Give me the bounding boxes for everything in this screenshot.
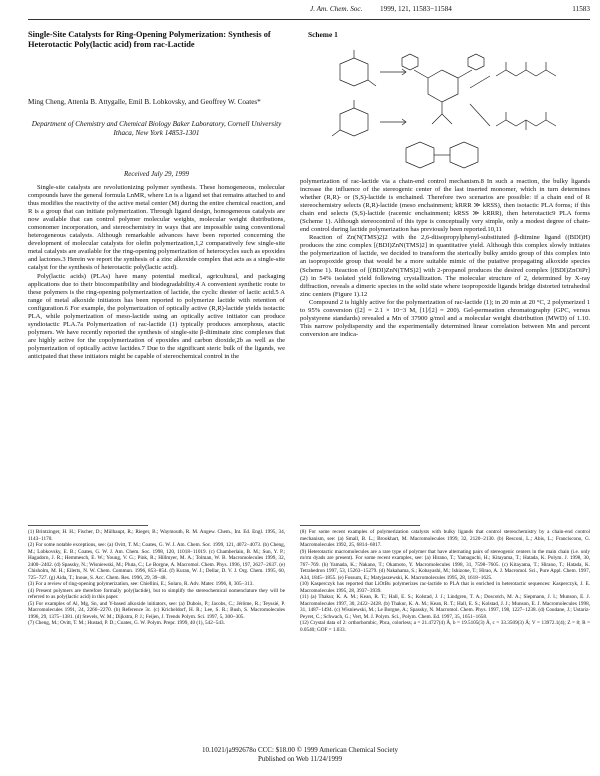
footnote: (9) Heterotactic macromolecules are a rare type of polymer that have alternating pairs of stereogenic centers in the main chain (i.e. only m/rm dyads are present). For some recent examples, see: (a) Hirano, T.; Yamaguchi, H.; Kitayama, T.; Hatada, K. Polym. J. 1998, 30, 767−769. (b) Yamada, K.; Nakano, T.; Okamoto, Y. Macromolecules 1998, 31, 7598−7605. (c) Kitayama, T.; Hirano, T.; Hatada, K. Tetrahedron 1997, 53, 15263−15279. (d) Nakahama, S.; Kobayashi, M.; Ishizone, T.; Hirao, A. J. Macromol. Sci., Pure Appl. Chem. 1997, A34, 1845−1855. (e) Fossum, E.; Matyjaszewski, K. Macromolecules 1995, 28, 1618−1625.: [300, 548, 590, 581]
page-number: 11583: [572, 5, 590, 13]
footnote: (3) For a review of ring-opening polymerization, see: Chiellini, E.; Solaro, R. Adv. Mater. 1996, 8, 305−313.: [28, 581, 254, 587]
left-column-body: [28, 184, 285, 361]
left-footnotes: [28, 529, 285, 627]
article-title: Single-Site Catalysts for Ring-Opening Polymerization: Synthesis of Heterotactic Poly(lactic acid) from rac-Lactide: [28, 30, 271, 50]
footnote: (7) Cheng, M.; Ovitt, T. M.; Hustad, P. D.; Coates, G. W. Polym. Prepr. 1999, 40 (1), 542−543.: [28, 620, 225, 626]
footnote: (2) For some notable exceptions, see: (a) Ovitt, T. M.; Coates, G. W. J. Am. Chem. Soc. 1999, 121, 4072−4073. (b) Cheng, M.; Lobkovsky, E. B.; Coates, G. W. J. Am. Chem. Soc. 1998, 120, 11018−11019. (c) Chamberlain, B. M.; Sun, Y. P.; Hagadorn, J. R.; Hemmesch, E. W.; Young, V. G.; Pink, R.; Hillmyer, M. A.; Tolman, W. B. Macromolecules 1999, 32, 2400−2402. (d) Spassky, N.; Wisniewski, M.; Pluta, C.; Le Borgne, A. Macromol. Chem. Phys. 1996, 197, 2627−2637. (e) Chisholm, M. H.; Eilerts, N. W. Chem. Commun. 1996, 853−854. (f) Kuran, W. J.; Dellar, D. V. J. Org. Chem. 1995, 60, 725−727. (g) Aida, T.; Inoue, S. Acc. Chem. Res. 1996, 29, 39−48.: [28, 542, 285, 581]
footnote: (4) Present polymers are therefore formally poly(lactide), but to simplify the stereochemical nomenclature they will be referred to as poly(lactic acid) in this paper.: [28, 587, 285, 600]
aryl-ring-left: [402, 54, 418, 70]
footnote: (11) (a) Thakur, K. A. M.; Kean, R. T.; Hall, E. S.; Kolstad, J. J.; Lindgren, T. A.; Doscotch, M. A.; Siepmann, J. I.; Munson, E. J. Macromolecules 1997, 30, 2422−2428. (b) Thakur, K. A. M.; Kean, R. T.; Hall, E. S.; Kolstad, J. J.; Munson, E. J. Macromolecules 1998, 31, 1487−1494. (c) Wisniewski, M.; Le Borgne, A.; Spassky, N. Macromol. Chem. Phys. 1997, 198, 1227−1238. (d) Coudane, J.; Ustariz-Peyret, C.; Schwach, G.; Vert, M. J. Polym. Sci., Polym. Chem. Ed. 1997, 35, 1651−1658.: [300, 594, 590, 620]
header-rule: [28, 19, 590, 20]
polymerization-scheme-drawing: [332, 50, 556, 168]
published-date: Published on Web 11/24/1999: [257, 755, 343, 764]
footnote: (5) For examples of Al, Mg, Sn, and Y-based alkoxide initiators, see: (a) Dubois, P.; Jacobs, C.; Jérôme, R.; Teyssié, P. Macromolecules 1991, 24, 2266−2270. (b) Reference 3c. (c) Kricheldorf, H. R.; Lee, S. R.; Bush, S. Macromolecules 1996, 29, 1375−1381. (d) Stevels, W. M.; Dijkstra, P. J.; Feijen, J. Trends Polym. Sci. 1997, 5, 300−305.: [28, 600, 285, 620]
author-list: Ming Cheng, Attenla B. Attygalle, Emil B. Lobkovsky, and Geoffrey W. Coates*: [28, 98, 261, 106]
footnote-rule: [300, 525, 420, 526]
body-paragraph: Reaction of Zn(N(TMS)2)2 with the 2,6-diisopropylphenyl-substituted β-diimine ligand ((BDI)H) produces the zinc complex [(BDI)ZnN(TMS)2] in quantitative yield. Although this complex slowly initiates the polymerization of lactide, we decided to transform the sterically bulky amido group of this complex into an isopropoxide group that would be a more suitable mimic of the putative propagating alkoxide species (Scheme 1). Reaction of [(BDI)ZnN(TMS)2] with 2-propanol produces the desired complex [(BDI)ZnOiPr] (2) in 54% isolated yield following crystallization. The molecular structure of 2, determined by X-ray diffraction, reveals a dimeric species in the solid state where isopropoxide ligands bridge distorted tetrahedral zinc centers (Figure 1).12: [300, 234, 590, 298]
page-footer: [0, 746, 600, 764]
right-footnotes: [300, 529, 590, 633]
scheme-1-structures: [310, 44, 578, 176]
zinc-alkoxide-ring-2: [450, 142, 478, 168]
footnote: (1) Brintzinger, H. H.; Fischer, D.; Mülhaupt, R.; Rieger, B.; Waymouth, R. M. Angew. Chem., Int. Ed. Engl. 1995, 34, 1143−1170.: [28, 529, 285, 542]
journal-name: J. Am. Chem. Soc.: [310, 5, 363, 13]
footnote: (12) Crystal data of 2: orthorhombic, Pbca, colorless; a = 21.4727(4) Å, b = 19.5105(3) Å, c = 33.3509(3) Å; V = 13972.1(4); Z = 8; R = 0.0540; GOF = 1.033.: [300, 620, 590, 633]
affiliation: Department of Chemistry and Chemical Biology Baker Laboratory, Cornell University Ithaca, New York 14853-1301: [31, 120, 282, 137]
footnote-rule: [28, 525, 148, 526]
lactide-ring-1: [340, 58, 368, 86]
lactide-ring-2: [340, 108, 368, 136]
received-date: Received July 29, 1999: [124, 170, 189, 178]
body-paragraph: polymerization of rac-lactide via a chain-end control mechanism.8 In such a reaction, the bulky ligands increase the influence of the stereogenic center of the last inserted monomer, which in turn determines whether (R,R)- or (S,S)-lactide is enchained. Therefore two scenarios are possible: if a chain end of R stereochemistry selects (R,R)-lactide (meso enchainment; kRRR ≫ kRSS), then isotactic PLA forms; if this chain end selects (S,S)-lactide (racemic enchainment; kRSS ≫ kRRR), then heterotactic9 PLA forms (Scheme 1). Although stereocontrol of this type is conceptually very simple, only a modest degree of chain-end control during lactide polymerization has previously been reported.10,11: [300, 178, 590, 234]
body-paragraph: Single-site catalysts are revolutionizing polymer synthesis. These homogeneous, molecular compounds have the general formula LnMR, where Ln is a ligand set that remains attached to and thus modifies the reactivity of the active metal center (M) during the entire chemical reaction, and R is a group that can initiate polymerization. Through ligand design, homogeneous catalysts are now available that can control polymer molecular weights, molecular weight distributions, comonomer incorporation, and stereochemistry in ways that are impossible using conventional heterogeneous catalysts. Although remarkable advances have been reported concerning the development of molecular catalysts for olefin polymerization,1,2 comparatively few single-site metal catalysts are available for the ring-opening polymerization of heterocycles such as epoxides and lactones.3 Herein we report the synthesis of a zinc alkoxide complex that acts as a single-site catalyst for the synthesis of heterotactic poly(lactic acid).: [28, 184, 285, 272]
footnote: (8) For some recent examples of polymerization catalysts with bulky ligands that control stereochemistry by a chain-end control mechanism, see: (a) Small, B. L.; Brookhart, M. Macromolecules 1999, 32, 2120−2130. (b) Resconi, L.; Abis, L.; Franciscono, G. Macromolecules 1992, 25, 6814−6817.: [300, 529, 590, 548]
zinc-alkoxide-ring: [406, 142, 434, 168]
right-column-body: [300, 178, 590, 339]
bdi-zinc-chelate: [428, 70, 458, 102]
aryl-ring-right: [468, 54, 484, 70]
journal-citation: 1999, 121, 11583−11584: [380, 5, 452, 13]
body-paragraph: Compound 2 is highly active for the polymerization of rac-lactide (1); in 20 min at 20 °C, 2 polymerized 1 to 95% conversion ([2] = 2.1 × 10−3 M, [1]/[2] = 200). Gel-permeation chromatography (GPC, versus polystyrene standards) revealed a Mn of 37900 g/mol and a molecular weight distribution (MWD) of 1.10. This narrow polydispersity and the experimentally determined linear correlation between Mn and percent conversion are indica-: [300, 298, 590, 338]
scheme-label: Scheme 1: [308, 30, 338, 39]
footnote: (10) Kasperczyk has reported that LiOtBu polymerizes rac-lactide to PLA that is enriched in heterotactic sequences: Kasperczyk, J. E. Macromolecules 1995, 28, 3937−3939.: [300, 581, 590, 594]
doi-line: 10.1021/ja992678o CCC: $18.00 © 1999 American Chemical Society: [201, 746, 399, 754]
body-paragraph: Poly(lactic acids) (PLAs) have many potential medical, agricultural, and packaging applications due to their biocompatibility and biodegradability.4 A convenient synthetic route to these polymers is the ring-opening polymerization of lactide, the cyclic diester of lactic acid.5 A range of metal alkoxide initiators has been reported to polymerize lactide with retention of configuration.6 For example, the polymerization of optically active (R,R)-lactide yields isotactic PLA, while polymerization of meso-lactide using an optically active initiator can produce syndiotactic PLA.7a Polymerization of rac-lactide (1) typically produces amorphous, atactic polymers. We have recently reported the synthesis of single-site β-diiminate zinc complexes that are highly active for the copolymerization of epoxides and carbon dioxide,2b as well as the polymerization of optically active lactides.7 Due to the significant steric bulk of the ligands, we anticipated that these initiators might be capable of stereochemical control in the: [28, 272, 285, 360]
polymer-chain-isotactic: [496, 70, 556, 76]
